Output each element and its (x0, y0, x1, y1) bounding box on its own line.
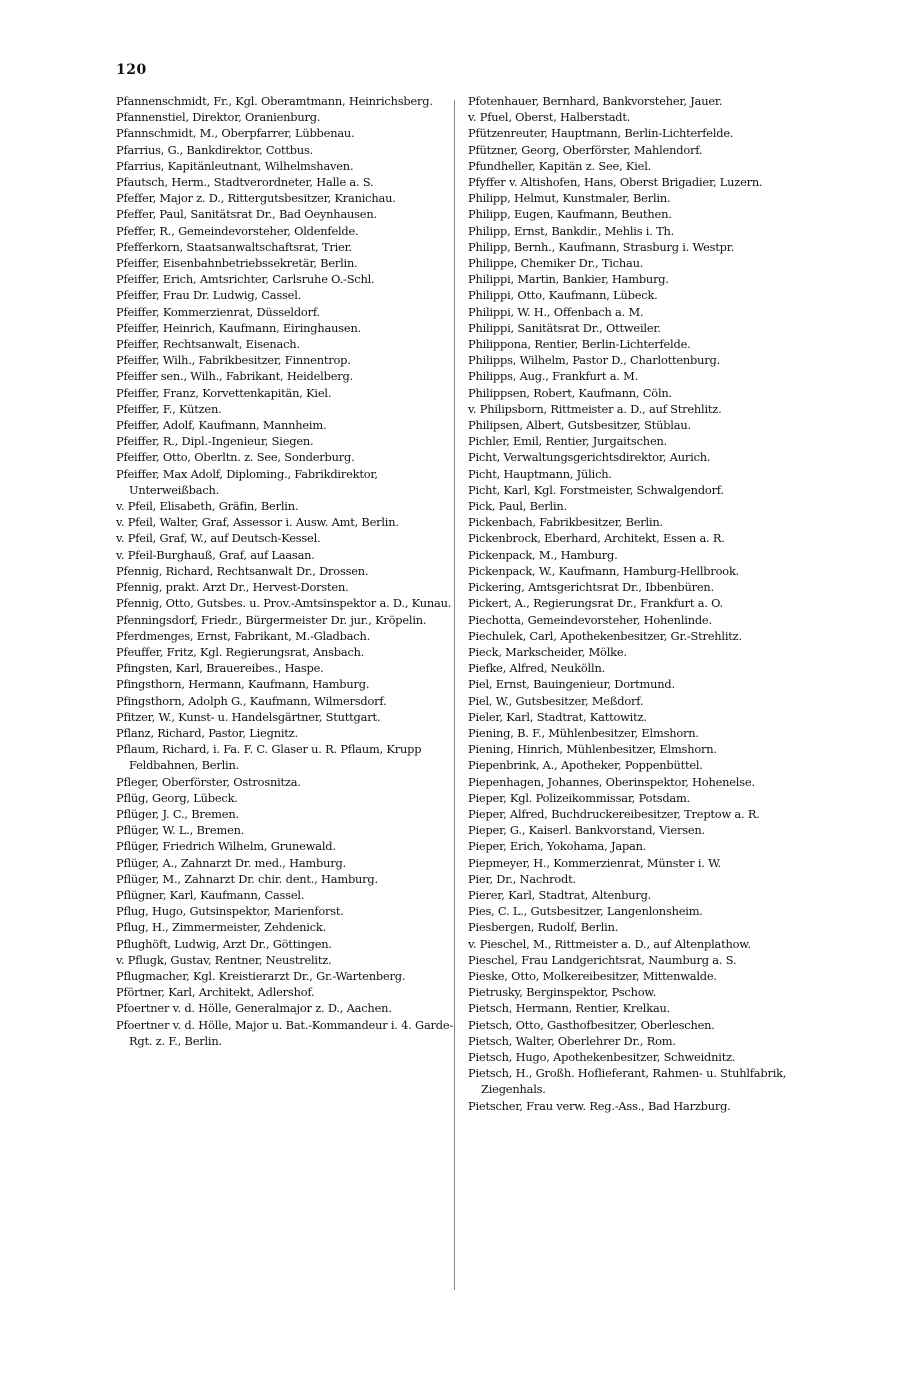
directory-entry: Pies, C. L., Gutsbesitzer, Langenlonsheim. (468, 904, 703, 919)
directory-entry: Pietsch, Walter, Oberlehrer Dr., Rom. (468, 1033, 676, 1048)
directory-entry: Pieper, Alfred, Buchdruckereibesitzer, Treptow a. R. (468, 806, 760, 821)
directory-entry: Pfennig, prakt. Arzt Dr., Hervest-Dorsten. (116, 580, 349, 595)
directory-entry: Pflüger, A., Zahnarzt Dr. med., Hamburg. (116, 855, 347, 870)
directory-entry: Piel, Ernst, Bauingenieur, Dortmund. (468, 677, 675, 692)
directory-entry: Pfeiffer sen., Wilh., Fabrikant, Heidelberg. (116, 369, 354, 384)
directory-entry: Philipp, Eugen, Kaufmann, Beuthen. (468, 207, 672, 222)
directory-entry: Pfeiffer, R., Dipl.-Ingenieur, Siegen. (116, 434, 314, 449)
directory-entry: Pier, Dr., Nachrodt. (468, 871, 576, 886)
directory-entry: Pfützner, Georg, Oberförster, Mahlendorf. (468, 142, 703, 157)
directory-entry: Pfeuffer, Fritz, Kgl. Regierungsrat, Ansbach. (116, 644, 365, 659)
directory-entry: Pflüger, W. L., Bremen. (116, 823, 245, 838)
directory-entry: Philipp, Helmut, Kunstmaler, Berlin. (468, 191, 671, 206)
directory-entry: Pfeiffer, Eisenbahnbetriebssekretär, Berlin. (116, 256, 358, 271)
directory-entry: Pfeffer, R., Gemeindevorsteher, Oldenfelde. (116, 223, 359, 238)
directory-entry: Pflüger, M., Zahnarzt Dr. chir. dent., Hamburg. (116, 871, 378, 886)
directory-entry: v. Pfeil-Burghauß, Graf, auf Laasan. (116, 547, 315, 562)
directory-entry: Pickering, Amtsgerichtsrat Dr., Ibbenbüren. (468, 580, 714, 595)
directory-entry: Piefke, Alfred, Neukölln. (468, 661, 605, 676)
directory-entry: Pfeiffer, Rechtsanwalt, Eisenach. (116, 337, 300, 352)
directory-entry: Piening, B. F., Mühlenbesitzer, Elmshorn. (468, 725, 699, 740)
directory-entry: Pflugmacher, Kgl. Kreistierarzt Dr., Gr.-Wartenberg. (116, 968, 406, 983)
directory-entry: Pieper, G., Kaiserl. Bankvorstand, Viersen. (468, 823, 705, 838)
directory-entry: Pichler, Emil, Rentier, Jurgaitschen. (468, 434, 668, 449)
directory-entry: Pfefferkorn, Staatsanwaltschaftsrat, Trier. (116, 239, 352, 254)
directory-entry: Piechotta, Gemeindevorsteher, Hohenlinde. (468, 612, 712, 627)
directory-entry: Pieper, Kgl. Polizeikommissar, Potsdam. (468, 790, 691, 805)
column-divider (454, 100, 455, 1290)
directory-entry: Pickenpack, M., Hamburg. (468, 547, 618, 562)
directory-entry: Pfeiffer, Franz, Korvettenkapitän, Kiel. (116, 385, 332, 400)
directory-entry: Picht, Karl, Kgl. Forstmeister, Schwalgendorf. (468, 482, 724, 497)
directory-entry: Pfannenschmidt, Fr., Kgl. Oberamtmann, Heinrichsberg. (116, 94, 433, 108)
right-column (468, 93, 808, 1114)
directory-entry: Philippi, Sanitätsrat Dr., Ottweiler. (468, 320, 661, 335)
directory-entry: Pflughöft, Ludwig, Arzt Dr., Göttingen. (116, 936, 332, 951)
directory-entry: Pfoertner v. d. Hölle, Generalmajor z. D., Aachen. (116, 1001, 392, 1016)
directory-entry: Pfoertner v. d. Hölle, Major u. Bat.-Kommandeur i. 4. Garde-Rgt. z. F., Berlin. (116, 1017, 454, 1048)
directory-entry: Piel, W., Gutsbesitzer, Meßdorf. (468, 693, 644, 708)
directory-entry: Pflug, H., Zimmermeister, Zehdenick. (116, 920, 327, 935)
directory-entry: Pflüger, Friedrich Wilhelm, Grunewald. (116, 839, 336, 854)
directory-entry: Pfingsthorn, Hermann, Kaufmann, Hamburg. (116, 677, 370, 692)
directory-entry: Pfotenhauer, Bernhard, Bankvorsteher, Jauer. (468, 94, 723, 108)
directory-entry: Pfeiffer, Max Adolf, Diploming., Fabrikdirektor, Unterweißbach. (116, 466, 378, 497)
directory-entry: Pfannschmidt, M., Oberpfarrer, Lübbenau. (116, 126, 355, 141)
directory-entry: v. Pfeil, Walter, Graf, Assessor i. Ausw. Amt, Berlin. (116, 515, 399, 530)
directory-entry: Philipps, Aug., Frankfurt a. M. (468, 369, 639, 384)
directory-entry: Pfeiffer, F., Kützen. (116, 401, 222, 416)
directory-entry: v. Pflugk, Gustav, Rentner, Neustrelitz. (116, 952, 332, 967)
directory-entry: Pick, Paul, Berlin. (468, 499, 567, 514)
directory-entry: Pfarrius, Kapitänleutnant, Wilhelmshaven. (116, 158, 354, 173)
directory-entry: Pietsch, Otto, Gasthofbesitzer, Oberleschen. (468, 1017, 715, 1032)
directory-entry: Philippona, Rentier, Berlin-Lichterfelde. (468, 337, 691, 352)
directory-entry: v. Pfeil, Graf, W., auf Deutsch-Kessel. (116, 531, 321, 546)
directory-entry: Pfenningsdorf, Friedr., Bürgermeister Dr. jur., Kröpelin. (116, 612, 427, 627)
directory-entry: Pickenpack, W., Kaufmann, Hamburg-Hellbrook. (468, 563, 740, 578)
directory-entry: Philipsen, Albert, Gutsbesitzer, Stüblau. (468, 418, 691, 433)
directory-entry: Pfundheller, Kapitän z. See, Kiel. (468, 158, 652, 173)
directory-entry: Pickert, A., Regierungsrat Dr., Frankfurt a. O. (468, 596, 724, 611)
directory-entry: Pfeffer, Paul, Sanitätsrat Dr., Bad Oeynhausen. (116, 207, 377, 222)
directory-entry: Piening, Hinrich, Mühlenbesitzer, Elmshorn. (468, 742, 717, 757)
directory-entry: Pflanz, Richard, Pastor, Liegnitz. (116, 725, 298, 740)
directory-entry: Pfeffer, Major z. D., Rittergutsbesitzer, Kranichau. (116, 191, 396, 206)
directory-entry: Philippi, Otto, Kaufmann, Lübeck. (468, 288, 658, 303)
directory-entry: Piepmeyer, H., Kommerzienrat, Münster i. W. (468, 855, 722, 870)
directory-entry: Pieler, Karl, Stadtrat, Kattowitz. (468, 709, 647, 724)
directory-entry: Pfyffer v. Altishofen, Hans, Oberst Brigadier, Luzern. (468, 175, 763, 190)
directory-entry: Pfingsthorn, Adolph G., Kaufmann, Wilmersdorf. (116, 693, 387, 708)
directory-entry: Pfingsten, Karl, Brauereibes., Haspe. (116, 661, 324, 676)
directory-entry: Pfeiffer, Otto, Oberltn. z. See, Sonderburg. (116, 450, 355, 465)
directory-entry: Pförtner, Karl, Architekt, Adlershof. (116, 985, 315, 1000)
directory-entry: Philippe, Chemiker Dr., Tichau. (468, 256, 644, 271)
directory-entry: Pflug, Hugo, Gutsinspektor, Marienforst. (116, 904, 344, 919)
directory-entry: Piepenbrink, A., Apotheker, Poppenbüttel. (468, 758, 703, 773)
directory-entry: Pfannenstiel, Direktor, Oranienburg. (116, 110, 321, 125)
directory-entry: Pfleger, Oberförster, Ostrosnitza. (116, 774, 301, 789)
left-column (116, 93, 454, 1049)
directory-entry: Pickenbrock, Eberhard, Architekt, Essen a. R. (468, 531, 725, 546)
directory-entry: Pfeiffer, Frau Dr. Ludwig, Cassel. (116, 288, 302, 303)
directory-entry: Pfeiffer, Adolf, Kaufmann, Mannheim. (116, 418, 327, 433)
directory-entry: Philipp, Bernh., Kaufmann, Strasburg i. Westpr. (468, 239, 735, 254)
directory-entry: v. Pfuel, Oberst, Halberstadt. (468, 110, 631, 125)
directory-entry: Pfitzer, W., Kunst- u. Handelsgärtner, Stuttgart. (116, 709, 381, 724)
directory-entry: Pieske, Otto, Molkereibesitzer, Mittenwalde. (468, 968, 717, 983)
directory-entry: Pflüger, J. C., Bremen. (116, 806, 239, 821)
directory-entry: Picht, Verwaltungsgerichtsdirektor, Aurich. (468, 450, 711, 465)
directory-entry: Pfeiffer, Heinrich, Kaufmann, Eiringhausen. (116, 320, 362, 335)
directory-entry: Pfennig, Otto, Gutsbes. u. Prov.-Amtsinspektor a. D., Kunau. (116, 596, 452, 611)
directory-entry: Pflügner, Karl, Kaufmann, Cassel. (116, 887, 305, 902)
directory-entry: Pierer, Karl, Stadtrat, Altenburg. (468, 887, 652, 902)
directory-entry: Pfarrius, G., Bankdirektor, Cottbus. (116, 142, 314, 157)
directory-entry: Piechulek, Carl, Apothekenbesitzer, Gr.-Strehlitz. (468, 628, 742, 643)
directory-entry: Pfeiffer, Wilh., Fabrikbesitzer, Finnentrop. (116, 353, 351, 368)
directory-entry: Pfeiffer, Erich, Amtsrichter, Carlsruhe O.-Schl. (116, 272, 375, 287)
directory-entry: Pfützenreuter, Hauptmann, Berlin-Lichterfelde. (468, 126, 734, 141)
directory-entry: Pflaum, Richard, i. Fa. F. C. Glaser u. R. Pflaum, Krupp Feldbahnen, Berlin. (116, 742, 422, 773)
directory-entry: v. Pfeil, Elisabeth, Gräfin, Berlin. (116, 499, 299, 514)
directory-entry: Philippi, Martin, Bankier, Hamburg. (468, 272, 669, 287)
page-number: 120 (116, 62, 147, 78)
directory-entry: Philippsen, Robert, Kaufmann, Cöln. (468, 385, 672, 400)
directory-entry: Pietrusky, Berginspektor, Pschow. (468, 985, 656, 1000)
directory-entry: Pferdmenges, Ernst, Fabrikant, M.-Gladbach. (116, 628, 371, 643)
directory-entry: Pieper, Erich, Yokohama, Japan. (468, 839, 647, 854)
directory-entry: Pflüg, Georg, Lübeck. (116, 790, 238, 805)
directory-entry: Pietsch, Hermann, Rentier, Krelkau. (468, 1001, 671, 1016)
directory-entry: Pfennig, Richard, Rechtsanwalt Dr., Drossen. (116, 563, 369, 578)
directory-entry: v. Pieschel, M., Rittmeister a. D., auf Altenplathow. (468, 936, 751, 951)
directory-entry: Piesbergen, Rudolf, Berlin. (468, 920, 619, 935)
directory-entry: Pietsch, H., Großh. Hoflieferant, Rahmen- u. Stuhlfabrik, Ziegenhals. (468, 1066, 787, 1097)
directory-entry: Pieck, Markscheider, Mölke. (468, 644, 627, 659)
directory-entry: Philippi, W. H., Offenbach a. M. (468, 304, 644, 319)
directory-entry: Pfeiffer, Kommerzienrat, Düsseldorf. (116, 304, 320, 319)
directory-entry: Pietscher, Frau verw. Reg.-Ass., Bad Harzburg. (468, 1098, 731, 1113)
directory-entry: Piepenhagen, Johannes, Oberinspektor, Hohenelse. (468, 774, 755, 789)
directory-entry: Pieschel, Frau Landgerichtsrat, Naumburg a. S. (468, 952, 737, 967)
directory-entry: Picht, Hauptmann, Jülich. (468, 466, 612, 481)
directory-entry: Pietsch, Hugo, Apothekenbesitzer, Schweidnitz. (468, 1049, 736, 1064)
directory-entry: Pickenbach, Fabrikbesitzer, Berlin. (468, 515, 663, 530)
directory-entry: Philipps, Wilhelm, Pastor D., Charlottenburg. (468, 353, 721, 368)
directory-entry: Pfautsch, Herm., Stadtverordneter, Halle a. S. (116, 175, 374, 190)
directory-entry: Philipp, Ernst, Bankdir., Mehlis i. Th. (468, 223, 675, 238)
directory-entry: v. Philipsborn, Rittmeister a. D., auf Strehlitz. (468, 401, 722, 416)
